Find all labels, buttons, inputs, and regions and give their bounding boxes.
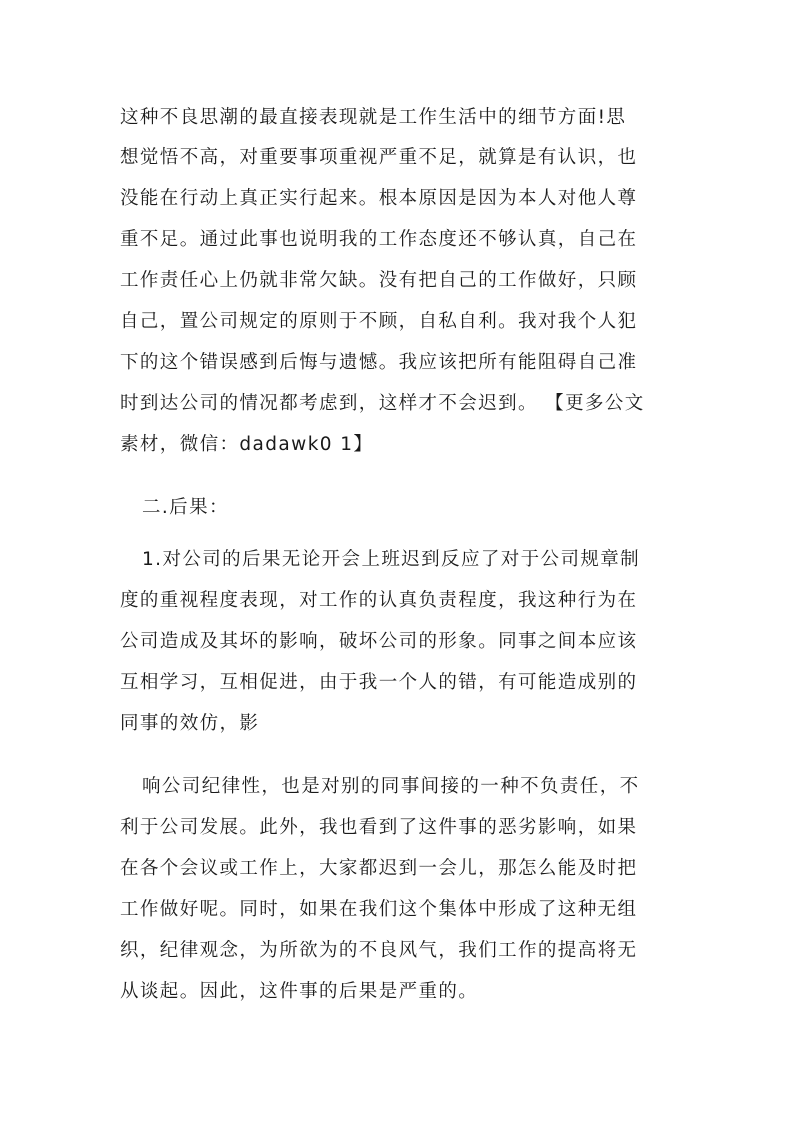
text-line: 自己，置公司规定的原则于不顾，自私自利。我对我个人犯 xyxy=(120,311,638,332)
text-line: 下的这个错误感到后悔与遗憾。我应该把所有能阻碍自己准 xyxy=(120,352,638,373)
text-line: 这种不良思潮的最直接表现就是工作生活中的细节方面!思 xyxy=(120,107,627,128)
text-line: 织，纪律观念，为所欲为的不良风气，我们工作的提高将无 xyxy=(120,940,638,961)
text-line: 从谈起。因此，这件事的后果是严重的。 xyxy=(120,981,479,1002)
text-line: 重不足。通过此事也说明我的工作态度还不够认真，自己在 xyxy=(120,229,638,250)
text-line: 工作做好呢。同时，如果在我们这个集体中形成了这种无组 xyxy=(120,899,638,920)
text-line: 素材，微信：dadawk0 1】 xyxy=(120,434,374,455)
text-line: 时到达公司的情况都考虑到，这样才不会迟到。 【更多公文 xyxy=(120,393,645,414)
text-line: 公司造成及其坏的影响，破坏公司的形象。同事之间本应该 xyxy=(120,631,638,652)
text-line: 互相学习，互相促进，由于我一个人的错，有可能造成别的 xyxy=(120,672,638,693)
text-line: 1.对公司的后果无论开会上班迟到反应了对于公司规章制 xyxy=(142,549,641,570)
section-heading: 二.后果： xyxy=(142,497,229,518)
text-line: 在各个会议或工作上，大家都迟到一会儿，那怎么能及时把 xyxy=(120,858,638,879)
text-line: 响公司纪律性，也是对别的同事间接的一种不负责任，不 xyxy=(142,776,640,797)
text-line: 没能在行动上真正实行起来。根本原因是因为本人对他人尊 xyxy=(120,188,638,209)
text-line: 度的重视程度表现，对工作的认真负责程度，我这种行为在 xyxy=(120,590,638,611)
text-line: 想觉悟不高，对重要事项重视严重不足，就算是有认识，也 xyxy=(120,147,638,168)
text-line: 利于公司发展。此外，我也看到了这件事的恶劣影响，如果 xyxy=(120,817,638,838)
text-line: 同事的效仿，影 xyxy=(120,713,260,734)
text-line: 工作责任心上仍就非常欠缺。没有把自己的工作做好，只顾 xyxy=(120,270,638,291)
